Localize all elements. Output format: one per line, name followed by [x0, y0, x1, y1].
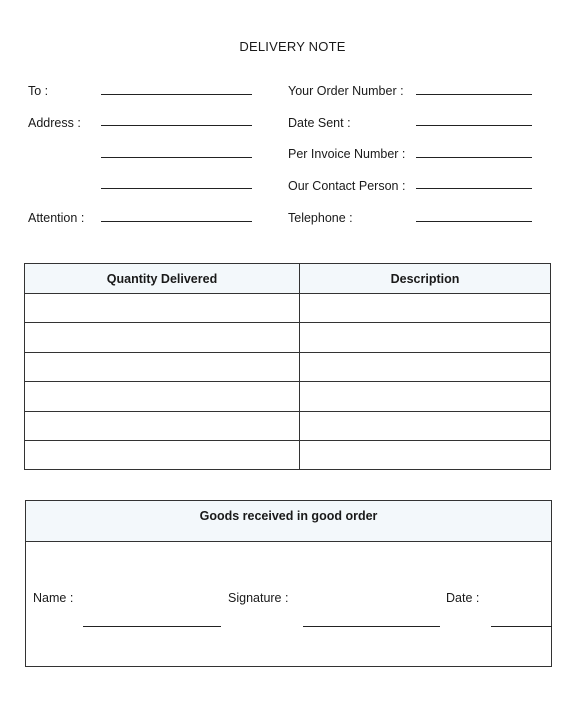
- quantity-cell[interactable]: [25, 352, 300, 381]
- document-title: DELIVERY NOTE: [239, 39, 346, 54]
- telephone-label: Telephone :: [288, 211, 353, 225]
- table-row: [25, 294, 551, 323]
- date-label: Date :: [446, 591, 480, 605]
- description-cell[interactable]: [300, 382, 551, 411]
- invoice-number-label: Per Invoice Number :: [288, 147, 406, 161]
- quantity-cell[interactable]: [25, 323, 300, 352]
- quantity-cell[interactable]: [25, 440, 300, 469]
- to-line[interactable]: [101, 94, 252, 95]
- contact-person-line[interactable]: [416, 188, 532, 189]
- description-cell[interactable]: [300, 440, 551, 469]
- order-number-line[interactable]: [416, 94, 532, 95]
- table-row: [25, 323, 551, 352]
- date-sent-line[interactable]: [416, 125, 532, 126]
- date-sent-label: Date Sent :: [288, 116, 351, 130]
- description-cell[interactable]: [300, 352, 551, 381]
- attention-line[interactable]: [101, 221, 252, 222]
- table-row: [25, 411, 551, 440]
- description-cell[interactable]: [300, 294, 551, 323]
- address-line-3[interactable]: [101, 188, 252, 189]
- description-cell[interactable]: [300, 323, 551, 352]
- date-line[interactable]: [491, 626, 552, 627]
- receipt-box: [25, 500, 552, 667]
- column-header-quantity: Quantity Delivered: [25, 264, 300, 294]
- quantity-cell[interactable]: [25, 411, 300, 440]
- column-header-description: Description: [300, 264, 551, 294]
- address-line-1[interactable]: [101, 125, 252, 126]
- name-line[interactable]: [83, 626, 221, 627]
- table-header-row: [25, 264, 551, 294]
- table-row: [25, 382, 551, 411]
- quantity-cell[interactable]: [25, 382, 300, 411]
- table-row: [25, 352, 551, 381]
- items-table: [24, 263, 551, 470]
- address-label: Address :: [28, 116, 81, 130]
- order-number-label: Your Order Number :: [288, 84, 404, 98]
- quantity-cell[interactable]: [25, 294, 300, 323]
- description-cell[interactable]: [300, 411, 551, 440]
- address-line-2[interactable]: [101, 157, 252, 158]
- name-label: Name :: [33, 591, 74, 605]
- telephone-line[interactable]: [416, 221, 532, 222]
- attention-label: Attention :: [28, 211, 85, 225]
- contact-person-label: Our Contact Person :: [288, 179, 406, 193]
- table-row: [25, 440, 551, 469]
- invoice-number-line[interactable]: [416, 157, 532, 158]
- signature-label: Signature :: [228, 591, 289, 605]
- receipt-header: [26, 501, 551, 542]
- to-label: To :: [28, 84, 49, 98]
- receipt-title: Goods received in good order: [199, 509, 378, 523]
- signature-line[interactable]: [303, 626, 440, 627]
